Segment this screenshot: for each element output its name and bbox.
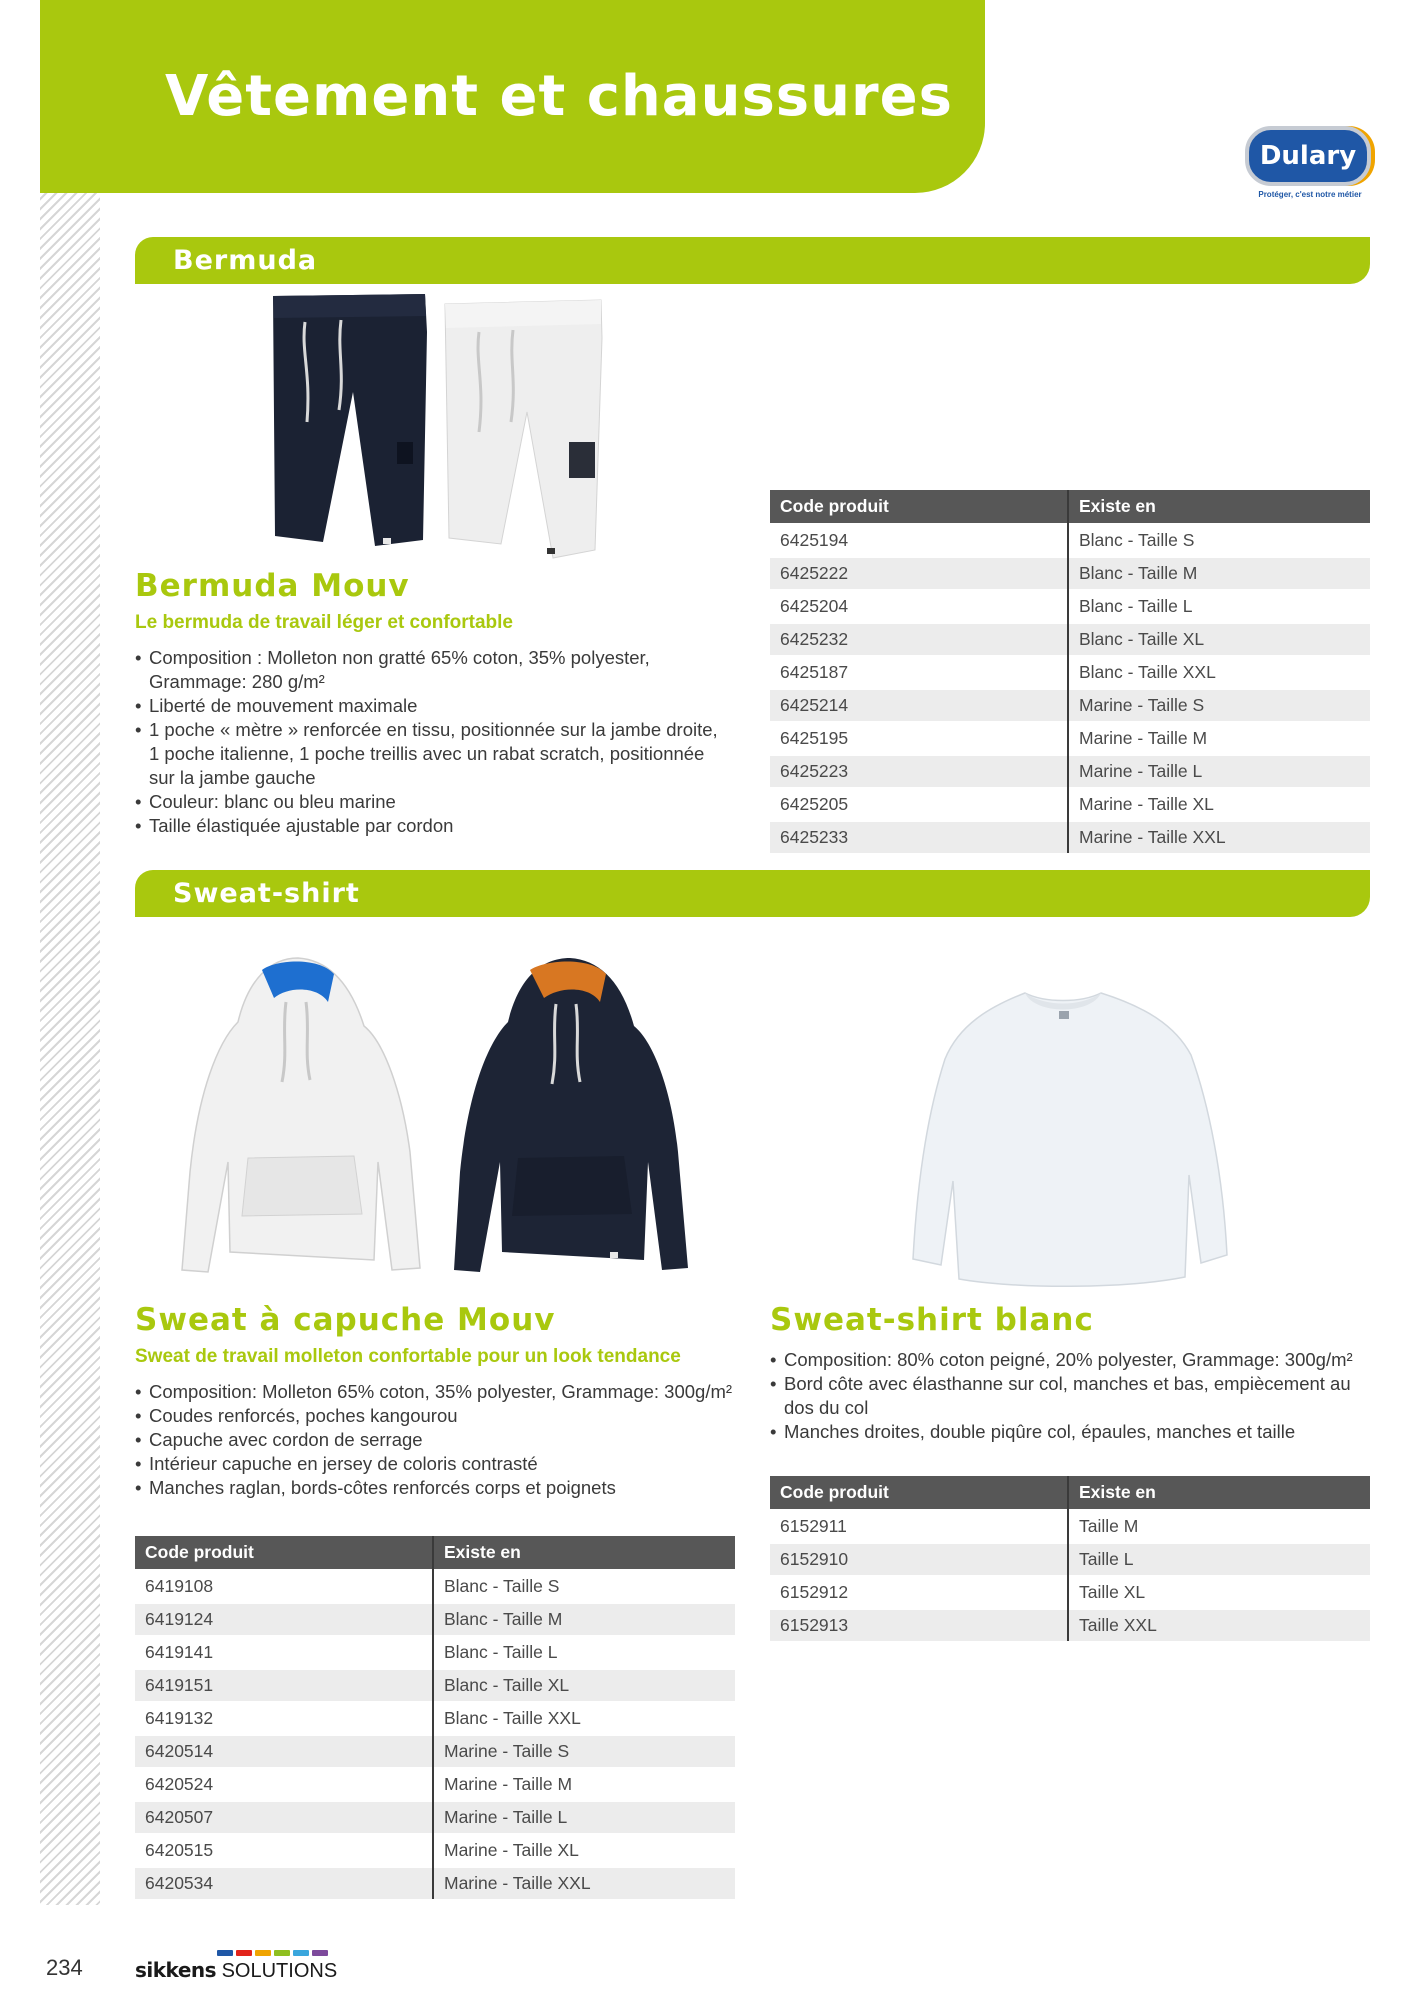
- table-row: [135, 1702, 735, 1735]
- sikkens-solutions-logo: [135, 1950, 337, 1983]
- product-code: 6152910: [770, 1543, 1068, 1576]
- feature-item: • Liberté de mouvement maximale: [135, 694, 725, 718]
- product-variant: Blanc - Taille XXL: [433, 1702, 735, 1735]
- table-row: [770, 821, 1370, 853]
- section-band-sweat: [135, 870, 1370, 917]
- product-variant: Marine - Taille S: [1068, 689, 1370, 722]
- product-code: 6425205: [770, 788, 1068, 821]
- product-code: 6425223: [770, 755, 1068, 788]
- logo-wordmark: Dulary: [1245, 126, 1371, 186]
- dulary-logo: [1245, 126, 1375, 199]
- table-row: [135, 1867, 735, 1899]
- product-code: 6425195: [770, 722, 1068, 755]
- table-row: [770, 623, 1370, 656]
- decorative-stripes: [40, 0, 100, 1905]
- brand-color-bar: [255, 1950, 271, 1956]
- table-row: [770, 1609, 1370, 1641]
- brand-color-bar: [274, 1950, 290, 1956]
- feature-item: • 1 poche « mètre » renforcée en tissu, positionnée sur la jambe droite, 1 poche italienne, 1 poche treillis avec un rabat scratch, positionnée sur la jambe gauche: [135, 718, 725, 790]
- bermuda-title: Bermuda Mouv: [135, 568, 410, 604]
- product-code: 6152912: [770, 1576, 1068, 1609]
- product-variant: Blanc - Taille S: [1068, 524, 1370, 557]
- table-row: [770, 1576, 1370, 1609]
- feature-item: • Composition: Molleton 65% coton, 35% polyester, Grammage: 300g/m²: [135, 1380, 735, 1404]
- product-variant: Blanc - Taille M: [1068, 557, 1370, 590]
- table-row: [770, 557, 1370, 590]
- product-code: 6419124: [135, 1603, 433, 1636]
- product-variant: Taille L: [1068, 1543, 1370, 1576]
- section-title-bermuda: Bermuda: [173, 245, 318, 276]
- product-variant: Marine - Taille XXL: [433, 1867, 735, 1899]
- white-hoodie-image: [182, 958, 420, 1272]
- feature-item: • Taille élastiquée ajustable par cordon: [135, 814, 725, 838]
- product-code: 6425233: [770, 821, 1068, 853]
- section-title-sweat: Sweat-shirt: [173, 878, 360, 909]
- product-code: 6152911: [770, 1510, 1068, 1543]
- brand-color-bar: [293, 1950, 309, 1956]
- sweatshirt-features: [770, 1348, 1370, 1444]
- column-header-variant: Existe en: [1068, 490, 1370, 524]
- product-variant: Marine - Taille L: [1068, 755, 1370, 788]
- product-code: 6419108: [135, 1570, 433, 1603]
- hoodie-product-photo: [178, 952, 698, 1282]
- brand-color-bar: [236, 1950, 252, 1956]
- product-code: 6419141: [135, 1636, 433, 1669]
- product-code: 6152913: [770, 1609, 1068, 1641]
- column-header-variant: Existe en: [1068, 1476, 1370, 1510]
- product-code: 6425232: [770, 623, 1068, 656]
- product-variant: Marine - Taille XXL: [1068, 821, 1370, 853]
- hoodie-title: Sweat à capuche Mouv: [135, 1302, 556, 1338]
- product-code: 6419151: [135, 1669, 433, 1702]
- column-header-code: Code produit: [135, 1536, 433, 1570]
- brand-color-bars: [217, 1950, 337, 1956]
- bermuda-product-photo: [265, 292, 610, 562]
- product-variant: Marine - Taille XL: [433, 1834, 735, 1867]
- product-variant: Blanc - Taille L: [1068, 590, 1370, 623]
- product-variant: Blanc - Taille L: [433, 1636, 735, 1669]
- brand-name: sikkens: [135, 1958, 217, 1982]
- table-row: [135, 1636, 735, 1669]
- hoodie-subtitle: Sweat de travail molleton confortable pour un look tendance: [135, 1346, 681, 1367]
- product-variant: Marine - Taille M: [1068, 722, 1370, 755]
- brand-suffix: SOLUTIONS: [221, 1960, 338, 1982]
- sweatshirt-product-table: [770, 1476, 1370, 1641]
- feature-item: • Manches droites, double piqûre col, épaules, manches et taille: [770, 1420, 1370, 1444]
- product-variant: Marine - Taille XL: [1068, 788, 1370, 821]
- product-code: 6425204: [770, 590, 1068, 623]
- product-variant: Marine - Taille L: [433, 1801, 735, 1834]
- table-row: [770, 524, 1370, 557]
- table-row: [770, 656, 1370, 689]
- feature-item: • Coudes renforcés, poches kangourou: [135, 1404, 735, 1428]
- table-row: [770, 1543, 1370, 1576]
- product-variant: Blanc - Taille S: [433, 1570, 735, 1603]
- table-header-row: [770, 1476, 1370, 1510]
- hoodie-product-table: [135, 1536, 735, 1899]
- feature-item: • Manches raglan, bords-côtes renforcés corps et poignets: [135, 1476, 735, 1500]
- column-header-variant: Existe en: [433, 1536, 735, 1570]
- table-header-row: [770, 490, 1370, 524]
- product-code: 6425194: [770, 524, 1068, 557]
- bermuda-product-table: [770, 490, 1370, 853]
- feature-item: • Capuche avec cordon de serrage: [135, 1428, 735, 1452]
- brand-color-bar: [217, 1950, 233, 1956]
- table-header-row: [135, 1536, 735, 1570]
- product-variant: Blanc - Taille XXL: [1068, 656, 1370, 689]
- product-variant: Blanc - Taille M: [433, 1603, 735, 1636]
- column-header-code: Code produit: [770, 490, 1068, 524]
- product-code: 6420507: [135, 1801, 433, 1834]
- table-row: [770, 755, 1370, 788]
- column-header-code: Code produit: [770, 1476, 1068, 1510]
- product-code: 6425214: [770, 689, 1068, 722]
- navy-bermuda-image: [273, 294, 427, 546]
- feature-item: • Composition : Molleton non gratté 65% coton, 35% polyester, Grammage: 280 g/m²: [135, 646, 725, 694]
- feature-item: • Intérieur capuche en jersey de coloris contrasté: [135, 1452, 735, 1476]
- table-row: [135, 1768, 735, 1801]
- section-band-bermuda: [135, 237, 1370, 284]
- product-variant: Taille XL: [1068, 1576, 1370, 1609]
- sweatshirt-title: Sweat-shirt blanc: [770, 1302, 1094, 1338]
- feature-item: • Composition: 80% coton peigné, 20% polyester, Grammage: 300g/m²: [770, 1348, 1370, 1372]
- table-row: [135, 1834, 735, 1867]
- product-code: 6425222: [770, 557, 1068, 590]
- product-code: 6420534: [135, 1867, 433, 1899]
- logo-tagline: Protéger, c'est notre métier: [1258, 190, 1362, 199]
- feature-item: • Couleur: blanc ou bleu marine: [135, 790, 725, 814]
- product-variant: Blanc - Taille XL: [433, 1669, 735, 1702]
- product-variant: Blanc - Taille XL: [1068, 623, 1370, 656]
- feature-item: • Bord côte avec élasthanne sur col, manches et bas, empiècement au dos du col: [770, 1372, 1370, 1420]
- product-code: 6419132: [135, 1702, 433, 1735]
- table-row: [770, 689, 1370, 722]
- white-bermuda-image: [445, 300, 602, 558]
- bermuda-subtitle: Le bermuda de travail léger et confortable: [135, 612, 513, 633]
- table-row: [135, 1801, 735, 1834]
- brand-color-bar: [312, 1950, 328, 1956]
- table-row: [135, 1669, 735, 1702]
- product-variant: Marine - Taille M: [433, 1768, 735, 1801]
- sweatshirt-product-photo: [905, 985, 1235, 1295]
- product-code: 6420515: [135, 1834, 433, 1867]
- table-row: [770, 788, 1370, 821]
- bermuda-features: [135, 646, 725, 838]
- table-row: [770, 590, 1370, 623]
- product-variant: Marine - Taille S: [433, 1735, 735, 1768]
- product-code: 6425187: [770, 656, 1068, 689]
- navy-hoodie-image: [454, 958, 688, 1272]
- table-row: [770, 722, 1370, 755]
- hoodie-features: [135, 1380, 735, 1500]
- table-row: [135, 1570, 735, 1603]
- product-variant: Taille M: [1068, 1510, 1370, 1543]
- product-code: 6420514: [135, 1735, 433, 1768]
- page-number: 234: [46, 1955, 83, 1980]
- table-row: [770, 1510, 1370, 1543]
- table-row: [135, 1735, 735, 1768]
- product-variant: Taille XXL: [1068, 1609, 1370, 1641]
- product-code: 6420524: [135, 1768, 433, 1801]
- table-row: [135, 1603, 735, 1636]
- page-title: Vêtement et chaussures: [165, 64, 953, 129]
